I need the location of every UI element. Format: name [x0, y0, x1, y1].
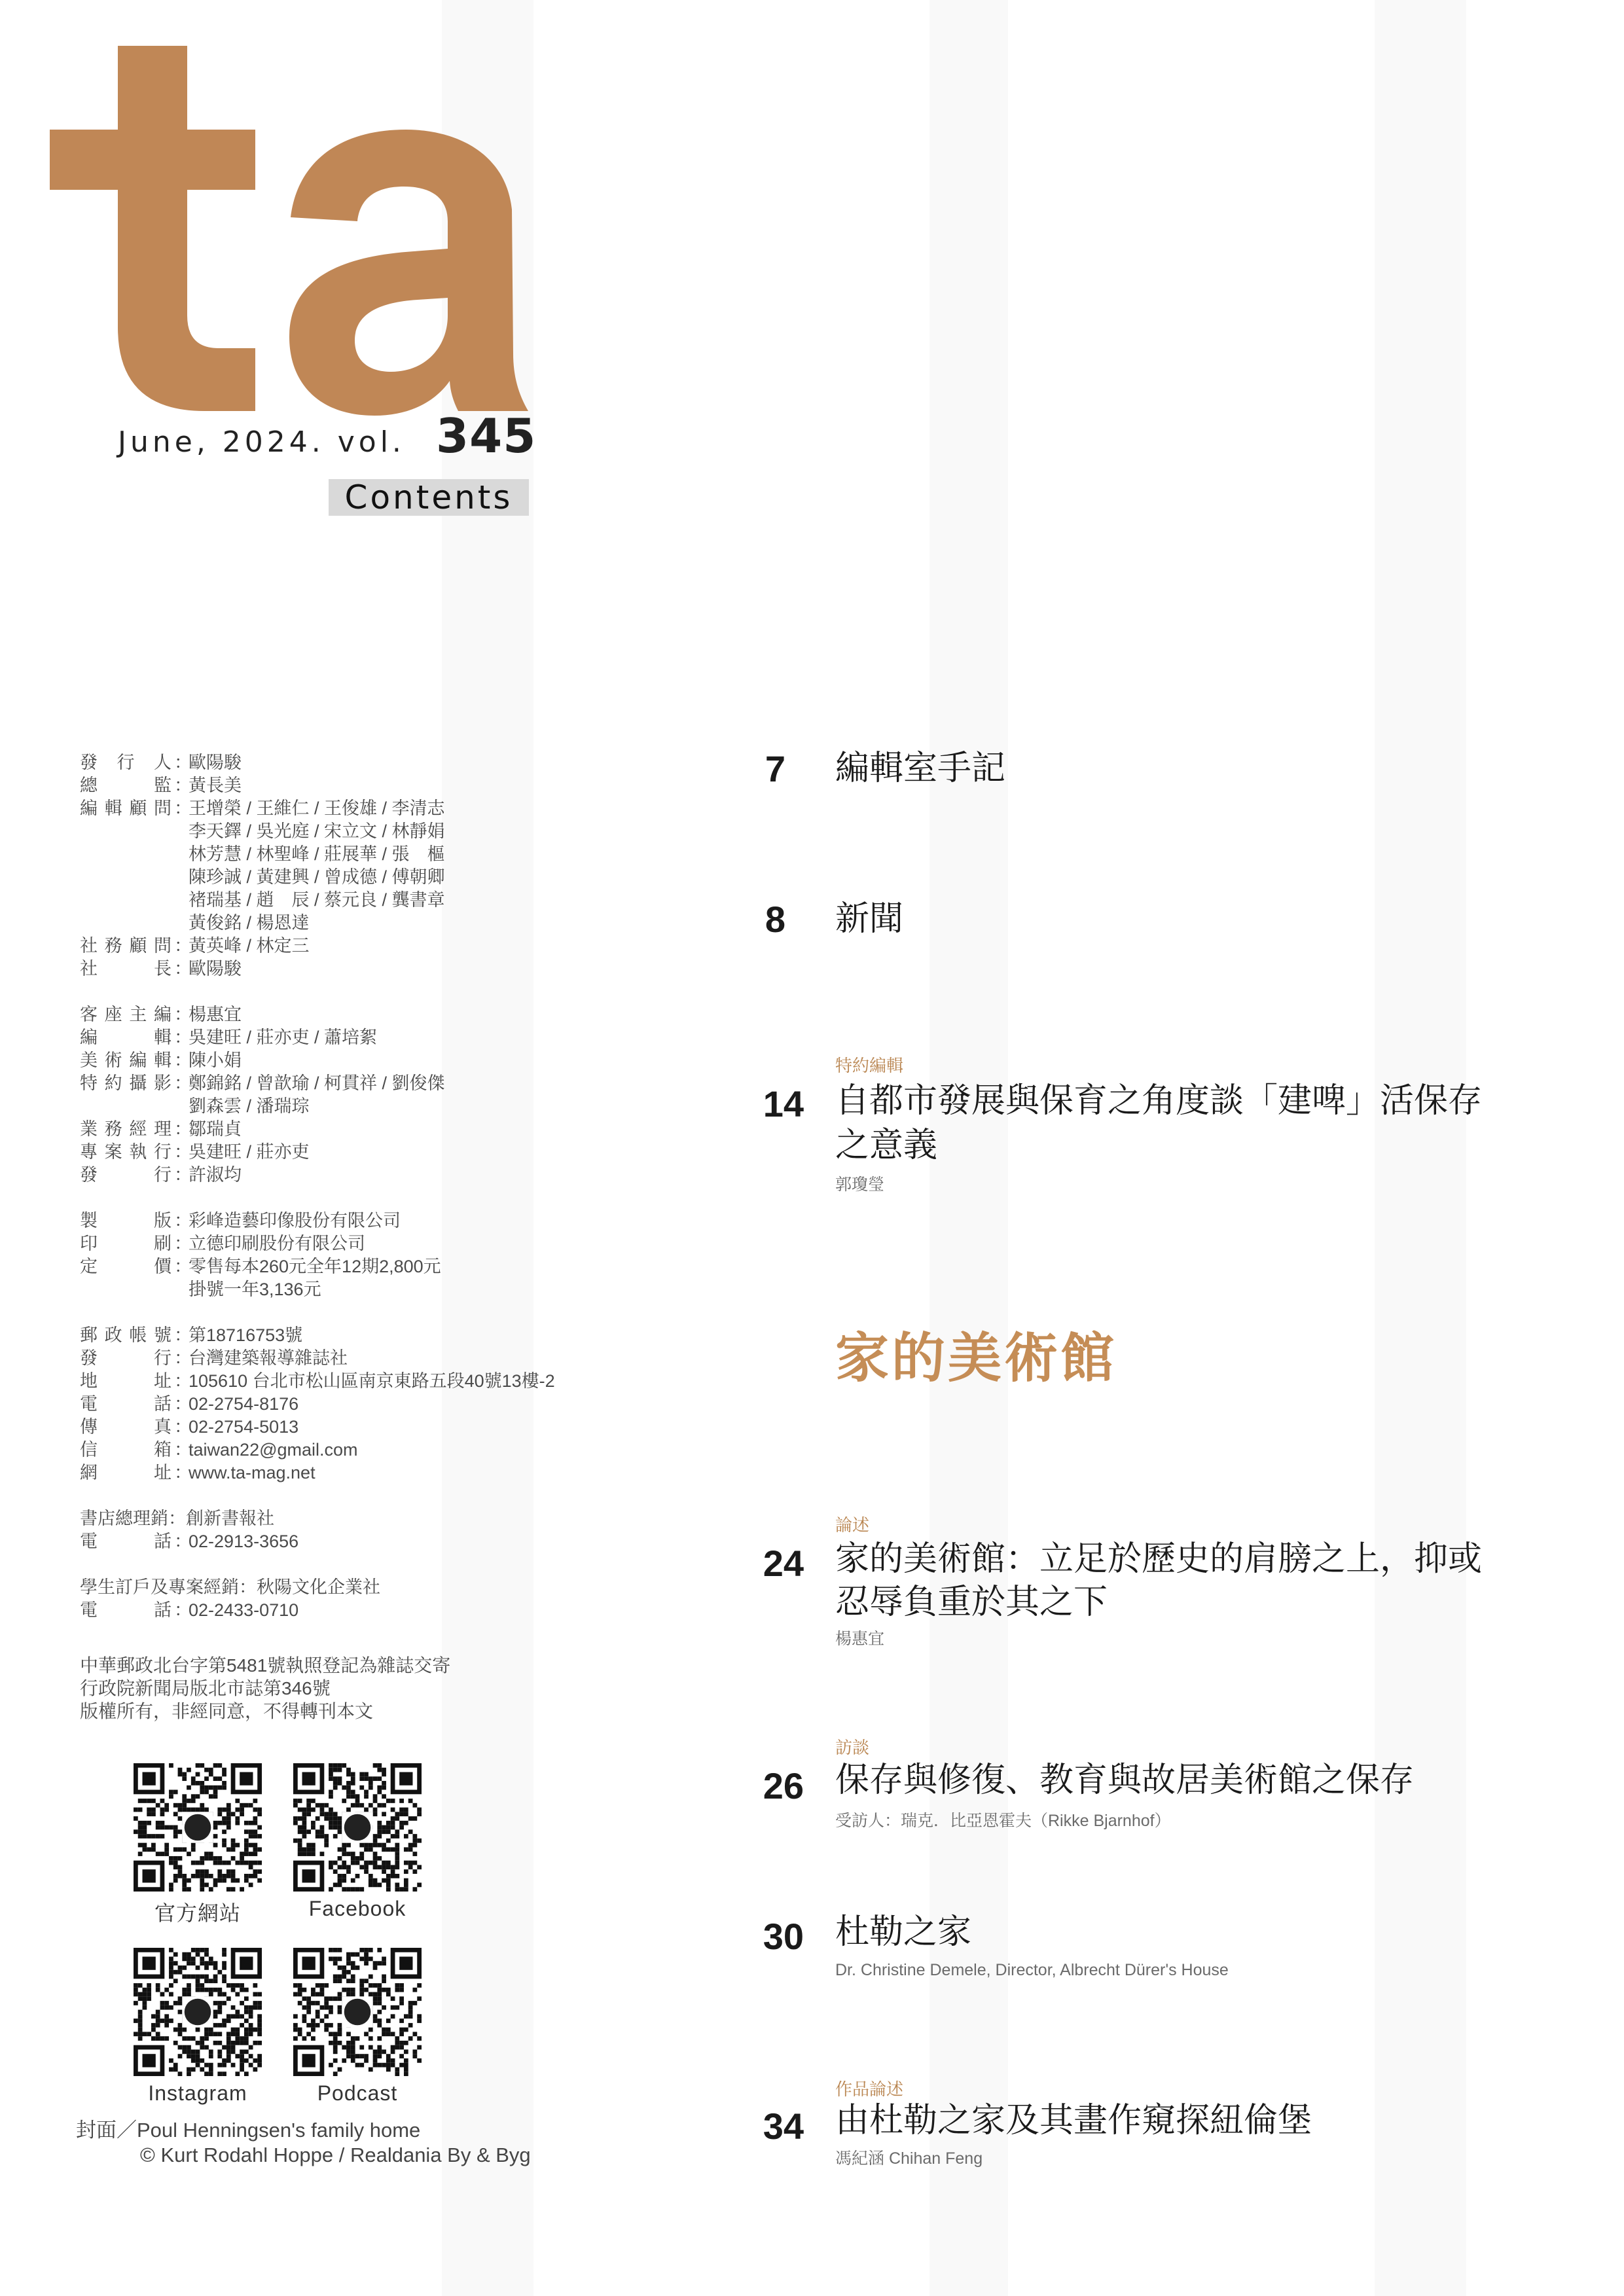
volume-number: 345 [436, 408, 537, 463]
credit-value: 02-2754-8176 [189, 1394, 299, 1414]
credit-value: 褚瑞基 / 趙 辰 / 蔡元良 / 龔書章 [189, 890, 445, 910]
toc-page-number: 24 [763, 1543, 804, 1584]
credit-colon: ： [174, 1417, 192, 1437]
credit-value: 02-2433-0710 [189, 1600, 299, 1620]
credit-label: 製版 [80, 1211, 171, 1230]
credit-value: 創新書報社 [186, 1509, 274, 1528]
toc-category: 論述 [835, 1515, 870, 1535]
credit-colon: ： [174, 1211, 192, 1230]
credit-colon: ： [174, 1371, 192, 1391]
credit-label: 地址 [80, 1371, 171, 1391]
credit-value: 105610 台北市松山區南京東路五段40號13樓-2 [189, 1371, 555, 1391]
credit-label: 美術編輯 [80, 1050, 171, 1070]
toc-title[interactable]: 新聞 [835, 900, 904, 938]
toc-title[interactable]: 杜勒之家 [835, 1913, 972, 1951]
credit-label: 客座主編 [80, 1005, 171, 1024]
credit-value: 林芳慧 / 林聖峰 / 莊展華 / 張 樞 [189, 844, 445, 864]
toc-page-number: 26 [763, 1765, 804, 1806]
toc-category: 特約編輯 [835, 1056, 904, 1075]
toc-author: 楊惠宜 [835, 1630, 885, 1648]
toc-title-line2[interactable]: 之意義 [835, 1126, 938, 1164]
credit-colon: ： [174, 1463, 192, 1482]
credit-value: 秋陽文化企業社 [257, 1577, 380, 1597]
toc-page-number: 34 [763, 2106, 804, 2147]
credit-value: taiwan22@gmail.com [189, 1440, 358, 1460]
credit-label: 總監 [80, 776, 171, 795]
registration-line: 中華郵政北台字第5481號執照登記為雜誌交寄 [80, 1655, 451, 1676]
toc-title[interactable]: 自都市發展與保育之角度談「建啤」活保存 [835, 1082, 1483, 1120]
credit-label: 編輯 [80, 1028, 171, 1047]
credit-label: 發行 [80, 1348, 171, 1368]
credit-value: 黃英峰 / 林定三 [189, 936, 310, 956]
toc-page-number: 7 [765, 748, 785, 789]
credit-colon: ： [174, 1119, 192, 1139]
qr-label: Podcast [317, 2081, 398, 2105]
cover-credit [76, 2118, 531, 2168]
ta-logo [47, 46, 532, 419]
credit-value: 吳建旺 / 莊亦吏 [189, 1142, 310, 1162]
credit-value: 零售每本260元全年12期2,800元 [189, 1257, 441, 1276]
toc-page-number: 14 [763, 1083, 804, 1124]
credit-colon: ： [174, 1325, 192, 1345]
credit-label: 特約攝影 [80, 1073, 171, 1093]
credit-value: 許淑均 [189, 1165, 242, 1185]
credit-label: 傳真 [80, 1417, 171, 1437]
toc-author: 受訪人：瑞克．比亞恩霍夫（Rikke Bjarnhof） [835, 1812, 1171, 1830]
credit-value: 鄒瑞貞 [189, 1119, 242, 1139]
credit-label: 社務顧問 [80, 936, 171, 956]
credit-colon: ： [174, 1348, 192, 1368]
credit-colon: ： [174, 1005, 192, 1024]
toc-author: 郭瓊瑩 [835, 1175, 885, 1194]
credit-label: 專案執行 [80, 1142, 171, 1162]
credit-colon: ： [174, 1073, 192, 1093]
issue-date-line [118, 408, 537, 463]
credit-label: 發行人 [80, 753, 171, 772]
credit-value: 掛號一年3,136元 [189, 1280, 321, 1299]
credit-value: 第18716753號 [189, 1325, 303, 1345]
credit-value: 王增榮 / 王維仁 / 王俊雄 / 李清志 [189, 798, 445, 818]
qr-label: 官方網站 [154, 1901, 241, 1925]
credit-label: 社長 [80, 959, 171, 978]
credit-colon: ： [174, 1028, 192, 1047]
credit-label: 編輯顧問 [80, 798, 171, 818]
credit-colon: ： [174, 776, 192, 795]
section-title: 家的美術館 [835, 1329, 1117, 1388]
cover-credit-line: 封面／Poul Henningsen's family home [76, 2119, 421, 2142]
credit-label: 定價 [80, 1257, 171, 1276]
toc-page-number: 8 [765, 899, 785, 940]
registration-block [80, 1654, 450, 1723]
credit-colon: ： [174, 1234, 192, 1253]
credit-label: 書店總理銷 [80, 1509, 168, 1528]
qr-podcast[interactable] [293, 1948, 422, 2076]
toc-title-line2[interactable]: 忍辱負重於其之下 [835, 1583, 1108, 1621]
registration-line: 版權所有，非經同意，不得轉刊本文 [80, 1701, 374, 1721]
credit-label: 學生訂戶及專案經銷 [80, 1577, 239, 1597]
credit-value: 楊惠宜 [189, 1005, 242, 1024]
credit-value: 吳建旺 / 莊亦吏 / 蕭培絮 [189, 1028, 378, 1047]
credit-value: 立德印刷股份有限公司 [189, 1234, 365, 1253]
toc-author: 馮紀涵 Chihan Feng [835, 2149, 983, 2168]
credit-line: 學生訂戶及專案經銷：秋陽文化企業社 [80, 1577, 380, 1597]
column-stripe [1375, 0, 1466, 2296]
credit-colon: ： [174, 1394, 192, 1414]
toc-category: 作品論述 [835, 2079, 904, 2099]
contents-label: Contents [329, 479, 529, 516]
credit-value: 台灣建築報導雜誌社 [189, 1348, 348, 1368]
credit-value: 黃長美 [189, 776, 242, 795]
credit-label: 信箱 [80, 1440, 171, 1460]
credit-label: 網址 [80, 1463, 171, 1482]
credit-colon: ： [174, 1142, 192, 1162]
issue-date: June, 2024. vol. [118, 425, 405, 459]
toc-author: Dr. Christine Demele, Director, Albrecht Dürer's House [835, 1961, 1229, 1979]
credit-line: 書店總理銷：創新書報社 [80, 1509, 274, 1528]
credit-colon: ： [174, 753, 192, 772]
toc-category: 訪談 [835, 1738, 870, 1757]
credit-label: 發行 [80, 1165, 171, 1185]
credit-value: 黃俊銘 / 楊恩達 [189, 913, 310, 933]
credit-label: 郵政帳號 [80, 1325, 171, 1345]
credit-colon: ： [174, 1257, 192, 1276]
credit-value: 陳小娟 [189, 1050, 242, 1070]
registration-line: 行政院新聞局版北市誌第346號 [80, 1678, 331, 1698]
credit-value: 陳珍誠 / 黃建興 / 曾成德 / 傅朝卿 [189, 867, 445, 887]
credit-value: www.ta-mag.net [189, 1463, 316, 1482]
toc-title[interactable]: 由杜勒之家及其畫作窺探紐倫堡 [835, 2102, 1312, 2140]
credit-colon: ： [174, 1050, 192, 1070]
credit-label: 電話 [80, 1532, 171, 1551]
credit-label: 電話 [80, 1394, 171, 1414]
credit-colon: ： [174, 1440, 192, 1460]
qr-label: Instagram [148, 2081, 247, 2105]
credit-colon: ： [174, 959, 192, 978]
toc-title[interactable]: 保存與修復、教育與故居美術館之保存 [835, 1761, 1415, 1799]
qr-instagram[interactable] [134, 1948, 262, 2076]
cover-credit-line: © Kurt Rodahl Hoppe / Realdania By & Byg [140, 2144, 531, 2166]
credit-colon: ： [174, 1165, 192, 1185]
qr-official-website[interactable] [134, 1763, 262, 1892]
toc-page-number: 30 [763, 1916, 804, 1957]
credit-value: 彩峰造藝印像股份有限公司 [189, 1211, 401, 1230]
credit-value: 02-2754-5013 [189, 1417, 299, 1437]
credit-colon: ： [174, 1532, 192, 1551]
credit-value: 歐陽駿 [189, 959, 242, 978]
toc-title[interactable]: 家的美術館：立足於歷史的肩膀之上，抑或 [835, 1540, 1483, 1578]
credit-value: 歐陽駿 [189, 753, 242, 772]
credit-value: 李天鐸 / 吳光庭 / 宋立文 / 林靜娟 [189, 821, 445, 841]
credit-label: 電話 [80, 1600, 171, 1620]
credit-value: 劉森雲 / 潘瑞琮 [189, 1096, 310, 1116]
credit-colon: ： [174, 798, 192, 818]
credit-label: 業務經理 [80, 1119, 171, 1139]
toc-title[interactable]: 編輯室手記 [835, 749, 1006, 787]
credit-value: 鄭錦銘 / 曾歆瑜 / 柯貫祥 / 劉俊傑 [189, 1073, 445, 1093]
credit-colon: ： [174, 1600, 192, 1620]
credit-colon: ： [174, 936, 192, 956]
qr-facebook[interactable] [293, 1763, 422, 1892]
qr-label: Facebook [308, 1897, 406, 1920]
credit-value: 02-2913-3656 [189, 1532, 299, 1551]
credit-label: 印刷 [80, 1234, 171, 1253]
